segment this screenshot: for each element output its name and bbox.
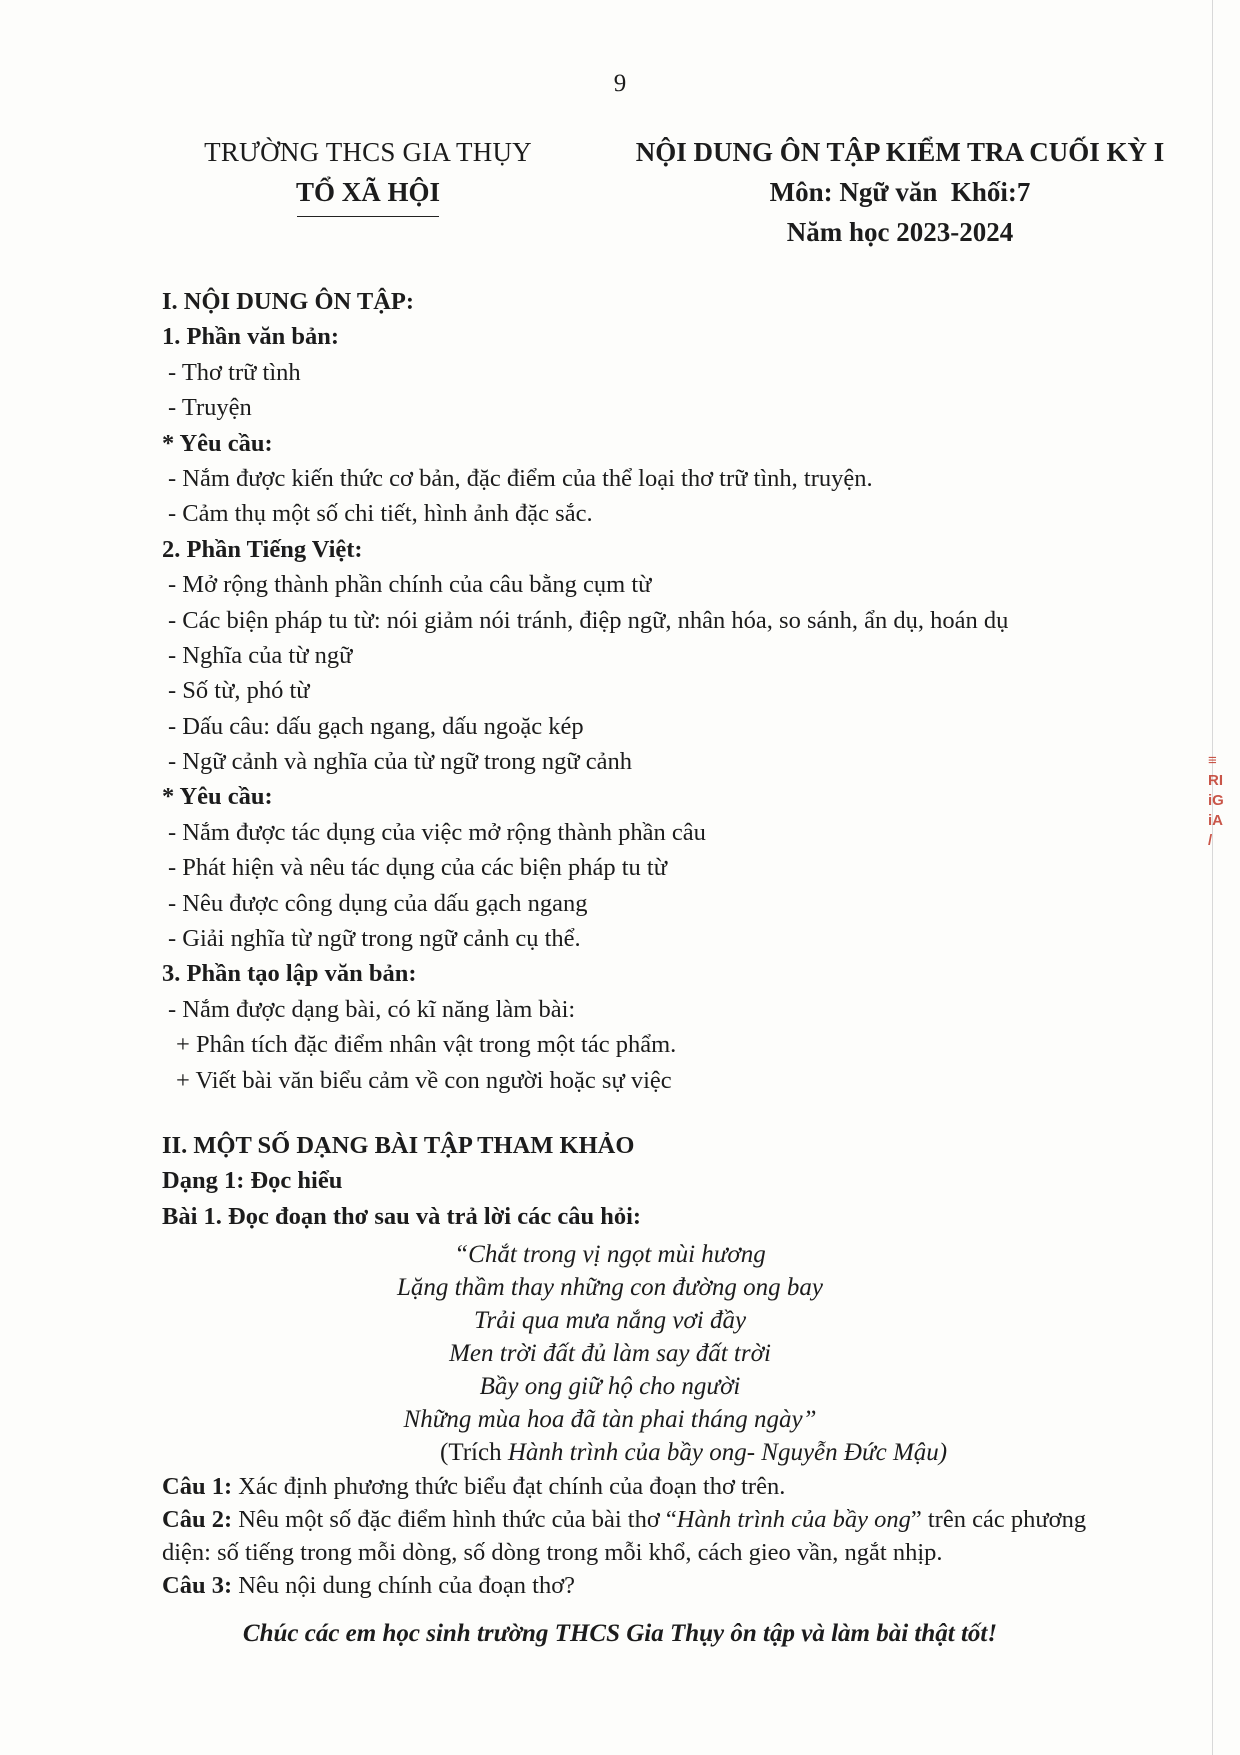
question-text: Nêu nội dung chính của đoạn thơ? <box>232 1572 576 1599</box>
poem-line: “Chắt trong vị ngọt mùi hương <box>454 1241 766 1268</box>
question-text: ” trên các phương diện: số tiếng trong mỗi dòng, số dòng trong mỗi khổ, cách gieo vần, ngắt nhịp. <box>162 1506 1087 1566</box>
document-title: NỘI DUNG ÔN TẬP KIỂM TRA CUỐI KỲ I <box>635 137 1165 167</box>
poem-excerpt <box>300 1238 948 1469</box>
part-heading: 1. Phần văn bản: <box>162 323 340 351</box>
spacer <box>162 1098 1142 1128</box>
part-heading: 3. Phần tạo lập văn bản: <box>162 960 417 988</box>
question-3 <box>162 1569 1122 1602</box>
list-item: - Mở rộng thành phần chính của câu bằng cụm từ <box>168 571 652 599</box>
list-item: - Truyện <box>168 394 252 422</box>
exercise-title: Bài 1. Đọc đoạn thơ sau và trả lời các câu hỏi: <box>162 1202 642 1230</box>
poem-source <box>300 1436 948 1469</box>
list-item: - Nêu được công dụng của dấu gạch ngang <box>168 889 588 917</box>
stamp-mark: / <box>1208 832 1213 849</box>
stamp-text: iA <box>1208 812 1223 829</box>
part-heading: 2. Phần Tiếng Việt: <box>162 535 363 563</box>
closing-message: Chúc các em học sinh trường THCS Gia Thụy ôn tập và làm bài thật tốt! <box>242 1620 998 1647</box>
poem-line: Bầy ong giữ hộ cho người <box>479 1373 741 1400</box>
stamp-text: iG <box>1208 792 1224 809</box>
section-heading: I. NỘI DUNG ÔN TẬP: <box>162 288 415 315</box>
poem-line: Men trời đất đủ làm say đất trời <box>449 1340 771 1367</box>
department-name: TỔ XÃ HỘI <box>295 177 441 207</box>
list-item: - Nắm được dạng bài, có kĩ năng làm bài: <box>168 995 576 1023</box>
question-label: Câu 3: <box>162 1572 233 1599</box>
list-item: - Ngữ cảnh và nghĩa của từ ngữ trong ngữ cảnh <box>168 748 633 776</box>
list-item: + Phân tích đặc điểm nhân vật trong một tác phẩm. <box>176 1031 677 1059</box>
question-label: Câu 2: <box>162 1506 233 1533</box>
school-name: TRƯỜNG THCS GIA THỤY <box>204 137 532 167</box>
source-prefix: (Trích <box>440 1439 508 1466</box>
poem-line: Những mùa hoa đã tàn phai tháng ngày” <box>403 1406 817 1433</box>
list-item: - Nắm được kiến thức cơ bản, đặc điểm của thể loại thơ trữ tình, truyện. <box>168 464 873 492</box>
header-right <box>600 132 1200 252</box>
subject-line: Môn: Ngữ văn Khối:7 <box>769 177 1031 207</box>
list-item: - Dấu câu: dấu gạch ngang, dấu ngoặc kép <box>168 712 584 740</box>
requirement-heading: * Yêu cầu: <box>162 783 273 811</box>
requirement-heading: * Yêu cầu: <box>162 429 273 457</box>
question-text: Nêu một số đặc điểm hình thức của bài thơ “ <box>232 1506 677 1533</box>
question-label: Câu 1: <box>162 1473 233 1500</box>
review-content <box>162 284 1142 1234</box>
list-item: - Phát hiện và nêu tác dụng của các biện pháp tu từ <box>168 854 668 882</box>
list-item: - Giải nghĩa từ ngữ trong ngữ cảnh cụ thể. <box>168 925 581 953</box>
poem-line: Trải qua mưa nắng vơi đầy <box>473 1307 747 1334</box>
header-left <box>188 132 548 217</box>
poem-line: Lặng thầm thay những con đường ong bay <box>396 1274 823 1301</box>
question-list <box>162 1470 1122 1602</box>
poem-title: Hành trình của bầy ong <box>676 1506 911 1533</box>
question-2 <box>162 1503 1122 1569</box>
scan-edge-line <box>1212 0 1213 1755</box>
exercise-type: Dạng 1: Đọc hiểu <box>162 1167 343 1195</box>
question-1 <box>162 1470 1122 1503</box>
list-item: - Các biện pháp tu từ: nói giảm nói tránh, điệp ngữ, nhân hóa, so sánh, ẩn dụ, hoán dụ <box>168 606 1009 634</box>
list-item: - Cảm thụ một số chi tiết, hình ảnh đặc sắc. <box>168 500 593 528</box>
header-underline <box>297 216 439 217</box>
stamp-mark: ≡ <box>1208 752 1217 769</box>
list-item: + Viết bài văn biểu cảm về con người hoặc sự việc <box>176 1066 672 1094</box>
list-item: - Nghĩa của từ ngữ <box>168 641 353 669</box>
list-item: - Thơ trữ tình <box>168 358 301 386</box>
section-heading: II. MỘT SỐ DẠNG BÀI TẬP THAM KHẢO <box>162 1131 635 1159</box>
list-item: - Số từ, phó từ <box>168 677 310 705</box>
stamp-fragment <box>1208 752 1238 852</box>
stamp-text: RI <box>1208 772 1223 789</box>
question-text: Xác định phương thức biểu đạt chính của đoạn thơ trên. <box>232 1473 786 1500</box>
page-number: 9 <box>613 70 627 97</box>
source-title: Hành trình của bầy ong- Nguyễn Đức Mậu) <box>507 1439 948 1466</box>
school-year: Năm học 2023-2024 <box>786 217 1014 247</box>
list-item: - Nắm được tác dụng của việc mở rộng thành phần câu <box>168 818 706 846</box>
